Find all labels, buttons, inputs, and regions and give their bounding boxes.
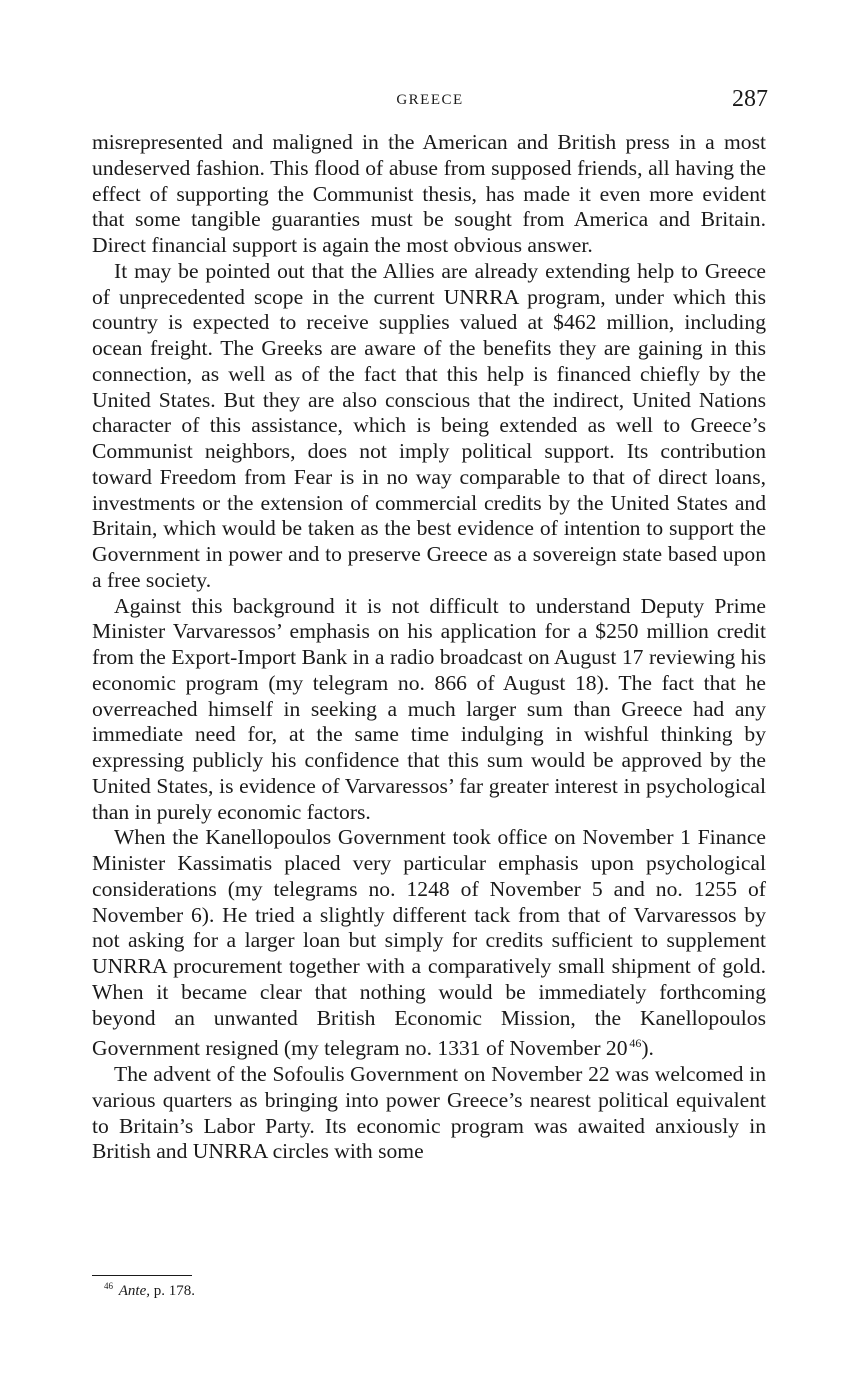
footnote-reference: 46 bbox=[629, 1036, 642, 1051]
paragraph-4-text: When the Kanellopoulos Government took office on November 1 Finance Minister Kassimatis placed very particular emphasis upon psychological considerations (my telegrams no. 1248 of November 5 and no. 1255 of November 6). He tried a slightly different tack from that of Varvaressos by not asking for a larger loan but simply for credits sufficient to supplement UNRRA procurement together with a comparatively small shipment of gold. When it became clear that nothing would be immediately forthcoming beyond an unwanted British Economic Mission, the Kanellopoulos Government resigned (my telegram no. 1331 of November 20 bbox=[92, 825, 766, 1061]
body-text bbox=[92, 130, 766, 1165]
running-head bbox=[92, 86, 768, 116]
paragraph-4-tail: ). bbox=[641, 1036, 654, 1061]
footnote bbox=[104, 1281, 195, 1300]
paragraph-2: It may be pointed out that the Allies are already extending help to Greece of unprecedented scope in the current UNRRA program, under which this country is expected to receive supplies valued at $462 million, including ocean freight. The Greeks are aware of the benefits they are gaining in this connection, as well as of the fact that this help is financed chiefly by the United States. But they are also conscious that the indirect, United Nations character of this assistance, which is being extended as well to Greece’s Communist neighbors, does not imply political support. Its contribution toward Freedom from Fear is in no way comparable to that of direct loans, investments or the extension of commercial credits by the United States and Britain, which would be taken as the best evidence of intention to support the Government in power and to preserve Greece as a sovereign state based upon a free society. bbox=[92, 258, 766, 592]
paragraph-3: Against this background it is not difficult to understand Deputy Prime Minister Varvaressos’ emphasis on his application for a $250 million credit from the Export-Import Bank in a radio broadcast on August 17 reviewing his economic program (my telegram no. 866 of August 18). The fact that he overreached himself in seeking a much larger sum than Greece had any immediate need for, at the same time indulging in wishful thinking by expressing publicly his confidence that this sum would be approved by the United States, is evidence of Varvaressos’ far greater interest in psychological than in purely economic factors. bbox=[92, 593, 766, 824]
footnote-marker: 46 bbox=[104, 1281, 113, 1291]
footnote-page: p. 178. bbox=[153, 1283, 195, 1299]
footnote-divider bbox=[92, 1275, 192, 1276]
footnote-ante: Ante, bbox=[118, 1283, 150, 1299]
paragraph-5: The advent of the Sofoulis Government on November 22 was welcomed in various quarters as bringing into power Greece’s nearest political equivalent to Britain’s Labor Party. Its economic program was awaited anxiously in British and UNRRA circles with some bbox=[92, 1062, 766, 1164]
paragraph-4 bbox=[92, 825, 766, 1062]
page-number: 287 bbox=[732, 86, 768, 112]
paragraph-1: misrepresented and maligned in the American and British press in a most undeserved fashion. This flood of abuse from supposed friends, all having the effect of supporting the Communist thesis, has made it even more evident that some tangible guaranties must be sought from America and Britain. Direct financial support is again the most obvious answer. bbox=[92, 130, 766, 257]
running-title: GREECE bbox=[396, 92, 464, 108]
